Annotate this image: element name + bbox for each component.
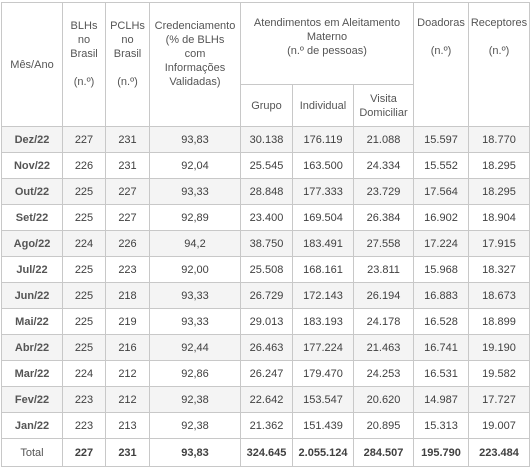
cell-individual: 179.470	[293, 361, 354, 387]
cell-pclh: 226	[106, 231, 150, 257]
cell-pclh: 219	[106, 309, 150, 335]
cell-grupo: 38.750	[241, 231, 293, 257]
header-blh: BLHs no Brasil (n.º)	[63, 3, 106, 127]
cell-cred: 93,83	[150, 439, 241, 467]
cell-grupo: 21.362	[241, 413, 293, 439]
cell-receptores: 17.915	[469, 231, 530, 257]
cell-visita: 27.558	[354, 231, 414, 257]
cell-doadoras: 16.528	[414, 309, 469, 335]
table-row	[2, 309, 530, 335]
cell-blh: 223	[63, 387, 106, 413]
cell-doadoras: 15.552	[414, 153, 469, 179]
breastfeeding-stats-table	[1, 2, 530, 467]
cell-cred: 92,00	[150, 257, 241, 283]
cell-blh: 227	[63, 127, 106, 153]
cell-month: Fev/22	[2, 387, 63, 413]
cell-pclh: 218	[106, 283, 150, 309]
cell-individual: 172.143	[293, 283, 354, 309]
cell-cred: 92,38	[150, 387, 241, 413]
header-atendimentos: Atendimentos em Aleitamento Materno (n.º de pessoas)	[241, 3, 414, 85]
cell-month: Jul/22	[2, 257, 63, 283]
cell-grupo: 22.642	[241, 387, 293, 413]
cell-receptores: 18.770	[469, 127, 530, 153]
cell-individual: 183.491	[293, 231, 354, 257]
header-credenciamento: Credenciamento (% de BLHs com Informações Validadas)	[150, 3, 241, 127]
cell-pclh: 231	[106, 127, 150, 153]
cell-visita: 20.895	[354, 413, 414, 439]
cell-individual: 183.193	[293, 309, 354, 335]
cell-cred: 92,86	[150, 361, 241, 387]
cell-individual: 169.504	[293, 205, 354, 231]
table-row	[2, 179, 530, 205]
cell-blh: 225	[63, 283, 106, 309]
cell-month: Ago/22	[2, 231, 63, 257]
cell-visita: 23.811	[354, 257, 414, 283]
cell-pclh: 212	[106, 387, 150, 413]
cell-receptores: 223.484	[469, 439, 530, 467]
table-row	[2, 257, 530, 283]
cell-grupo: 28.848	[241, 179, 293, 205]
cell-grupo: 29.013	[241, 309, 293, 335]
cell-doadoras: 16.902	[414, 205, 469, 231]
table-body	[2, 127, 530, 467]
cell-receptores: 19.190	[469, 335, 530, 361]
cell-visita: 20.620	[354, 387, 414, 413]
cell-receptores: 18.295	[469, 153, 530, 179]
cell-pclh: 231	[106, 439, 150, 467]
cell-month: Mai/22	[2, 309, 63, 335]
cell-grupo: 30.138	[241, 127, 293, 153]
cell-visita: 26.384	[354, 205, 414, 231]
cell-blh: 225	[63, 309, 106, 335]
cell-pclh: 212	[106, 361, 150, 387]
cell-grupo: 26.729	[241, 283, 293, 309]
cell-month: Set/22	[2, 205, 63, 231]
cell-blh: 226	[63, 153, 106, 179]
table-row	[2, 127, 530, 153]
cell-doadoras: 195.790	[414, 439, 469, 467]
cell-pclh: 231	[106, 153, 150, 179]
cell-receptores: 19.582	[469, 361, 530, 387]
cell-individual: 177.224	[293, 335, 354, 361]
table-row	[2, 387, 530, 413]
cell-individual: 176.119	[293, 127, 354, 153]
cell-cred: 92,04	[150, 153, 241, 179]
cell-visita: 284.507	[354, 439, 414, 467]
header-individual: Individual	[293, 85, 354, 127]
cell-pclh: 213	[106, 413, 150, 439]
cell-visita: 24.178	[354, 309, 414, 335]
cell-blh: 225	[63, 257, 106, 283]
cell-individual: 168.161	[293, 257, 354, 283]
table-row	[2, 413, 530, 439]
cell-pclh: 227	[106, 205, 150, 231]
cell-cred: 93,33	[150, 283, 241, 309]
cell-month: Abr/22	[2, 335, 63, 361]
cell-cred: 93,33	[150, 309, 241, 335]
cell-month: Mar/22	[2, 361, 63, 387]
cell-individual: 2.055.124	[293, 439, 354, 467]
cell-individual: 163.500	[293, 153, 354, 179]
cell-individual: 151.439	[293, 413, 354, 439]
total-row	[2, 439, 530, 467]
cell-grupo: 23.400	[241, 205, 293, 231]
cell-pclh: 227	[106, 179, 150, 205]
header-receptores: Receptores (n.º)	[469, 3, 530, 127]
cell-grupo: 26.463	[241, 335, 293, 361]
cell-doadoras: 15.313	[414, 413, 469, 439]
cell-blh: 225	[63, 205, 106, 231]
cell-cred: 92,38	[150, 413, 241, 439]
cell-pclh: 223	[106, 257, 150, 283]
cell-receptores: 18.295	[469, 179, 530, 205]
cell-blh: 225	[63, 335, 106, 361]
table-row	[2, 205, 530, 231]
cell-month: Dez/22	[2, 127, 63, 153]
cell-visita: 24.334	[354, 153, 414, 179]
cell-month: Jan/22	[2, 413, 63, 439]
cell-visita: 21.088	[354, 127, 414, 153]
cell-month: Jun/22	[2, 283, 63, 309]
cell-doadoras: 17.564	[414, 179, 469, 205]
cell-grupo: 26.247	[241, 361, 293, 387]
cell-grupo: 25.508	[241, 257, 293, 283]
cell-grupo: 324.645	[241, 439, 293, 467]
table-row	[2, 153, 530, 179]
header-doadoras: Doadoras (n.º)	[414, 3, 469, 127]
cell-doadoras: 17.224	[414, 231, 469, 257]
cell-receptores: 18.673	[469, 283, 530, 309]
cell-visita: 21.463	[354, 335, 414, 361]
cell-blh: 224	[63, 231, 106, 257]
cell-blh: 225	[63, 179, 106, 205]
cell-doadoras: 15.968	[414, 257, 469, 283]
cell-doadoras: 14.987	[414, 387, 469, 413]
cell-receptores: 18.904	[469, 205, 530, 231]
cell-visita: 26.194	[354, 283, 414, 309]
cell-receptores: 18.899	[469, 309, 530, 335]
cell-blh: 227	[63, 439, 106, 467]
header-month: Mês/Ano	[2, 3, 63, 127]
cell-month: Total	[2, 439, 63, 467]
cell-month: Out/22	[2, 179, 63, 205]
table-row	[2, 361, 530, 387]
cell-doadoras: 16.741	[414, 335, 469, 361]
cell-grupo: 25.545	[241, 153, 293, 179]
cell-visita: 23.729	[354, 179, 414, 205]
cell-receptores: 19.007	[469, 413, 530, 439]
cell-cred: 92,89	[150, 205, 241, 231]
cell-doadoras: 16.531	[414, 361, 469, 387]
cell-blh: 223	[63, 413, 106, 439]
table-row	[2, 335, 530, 361]
cell-cred: 93,83	[150, 127, 241, 153]
cell-cred: 93,33	[150, 179, 241, 205]
cell-individual: 177.333	[293, 179, 354, 205]
cell-blh: 224	[63, 361, 106, 387]
cell-doadoras: 15.597	[414, 127, 469, 153]
header-grupo: Grupo	[241, 85, 293, 127]
header-visita-domiciliar: Visita Domiciliar	[354, 85, 414, 127]
cell-receptores: 17.727	[469, 387, 530, 413]
cell-cred: 92,44	[150, 335, 241, 361]
cell-doadoras: 16.883	[414, 283, 469, 309]
table-row	[2, 231, 530, 257]
cell-individual: 153.547	[293, 387, 354, 413]
header-pclh: PCLHs no Brasil (n.º)	[106, 3, 150, 127]
cell-receptores: 18.327	[469, 257, 530, 283]
table-row	[2, 283, 530, 309]
cell-cred: 94,2	[150, 231, 241, 257]
cell-month: Nov/22	[2, 153, 63, 179]
cell-visita: 24.253	[354, 361, 414, 387]
cell-pclh: 216	[106, 335, 150, 361]
